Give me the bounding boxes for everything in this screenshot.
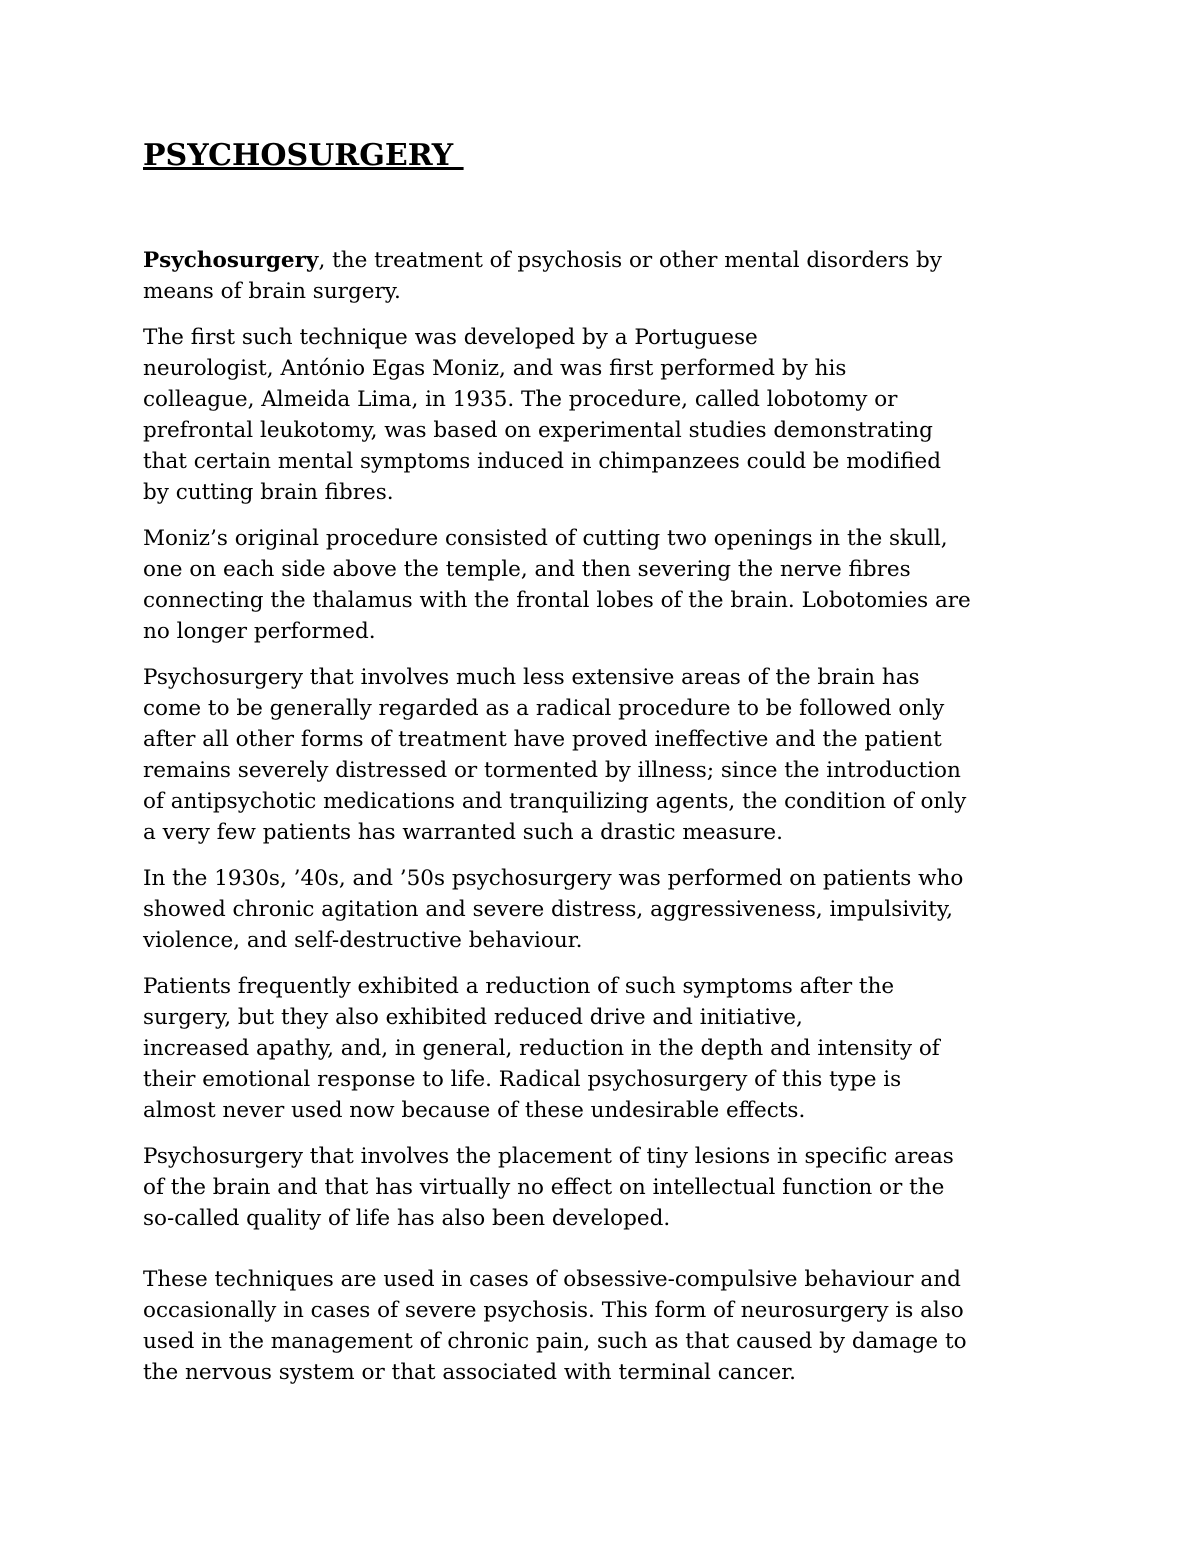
- paragraph-4: [143, 863, 1068, 956]
- paragraph-line: increased apathy, and, in general, reduction in the depth and intensity of: [143, 1036, 940, 1061]
- paragraph-line: showed chronic agitation and severe distress, aggressiveness, impulsivity,: [143, 897, 953, 922]
- paragraph-line: of antipsychotic medications and tranquilizing agents, the condition of only: [143, 789, 967, 814]
- paragraph-line: In the 1930s, ’40s, and ’50s psychosurgery was performed on patients who: [143, 866, 964, 891]
- intro-term: Psychosurgery: [143, 248, 319, 273]
- paragraph-line: neurologist, António Egas Moniz, and was first performed by his: [143, 356, 847, 381]
- document-body: [143, 245, 1068, 1403]
- paragraph-line: remains severely distressed or tormented by illness; since the introduction: [143, 758, 961, 783]
- paragraph-line: one on each side above the temple, and then severing the nerve fibres: [143, 557, 911, 582]
- paragraph-line: after all other forms of treatment have proved ineffective and the patient: [143, 727, 942, 752]
- paragraph-line: the nervous system or that associated with terminal cancer.: [143, 1360, 796, 1385]
- paragraph-line: of the brain and that has virtually no effect on intellectual function or the: [143, 1175, 945, 1200]
- paragraph-line: violence, and self-destructive behaviour.: [143, 928, 583, 953]
- paragraph-2: [143, 523, 1068, 647]
- paragraph-1: [143, 322, 1068, 508]
- paragraph-line: connecting the thalamus with the frontal lobes of the brain. Lobotomies are: [143, 588, 971, 613]
- paragraph-line: come to be generally regarded as a radical procedure to be followed only: [143, 696, 945, 721]
- paragraph-line: prefrontal leukotomy, was based on experimental studies demonstrating: [143, 418, 933, 443]
- paragraph-line: These techniques are used in cases of obsessive-compulsive behaviour and: [143, 1267, 961, 1292]
- paragraph-line: so-called quality of life has also been developed.: [143, 1206, 671, 1231]
- paragraph-line: colleague, Almeida Lima, in 1935. The procedure, called lobotomy or: [143, 387, 898, 412]
- paragraph-line: a very few patients has warranted such a drastic measure.: [143, 820, 783, 845]
- paragraph-line: that certain mental symptoms induced in chimpanzees could be modified: [143, 449, 942, 474]
- intro-line-rest: , the treatment of psychosis or other mental disorders by: [318, 248, 942, 273]
- paragraph-line: Psychosurgery that involves the placement of tiny lesions in specific areas: [143, 1144, 954, 1169]
- paragraph-line: by cutting brain fibres.: [143, 480, 394, 505]
- paragraph-line: Moniz’s original procedure consisted of cutting two openings in the skull,: [143, 526, 948, 551]
- paragraph-line: Patients frequently exhibited a reduction of such symptoms after the: [143, 974, 895, 999]
- paragraph-6: [143, 1141, 1068, 1234]
- paragraph-line: Psychosurgery that involves much less extensive areas of the brain has: [143, 665, 920, 690]
- paragraph-3: [143, 662, 1068, 848]
- paragraph-line: no longer performed.: [143, 619, 376, 644]
- intro-line: [143, 245, 1068, 276]
- paragraph-line: occasionally in cases of severe psychosis. This form of neurosurgery is also: [143, 1298, 964, 1323]
- intro-paragraph: [143, 245, 1068, 307]
- document-title: PSYCHOSURGERY: [143, 138, 464, 173]
- paragraph-line: surgery, but they also exhibited reduced drive and initiative,: [143, 1005, 803, 1030]
- paragraph-5: [143, 971, 1068, 1126]
- intro-line: means of brain surgery.: [143, 279, 401, 304]
- paragraph-line: almost never used now because of these undesirable effects.: [143, 1098, 806, 1123]
- paragraph-line: The first such technique was developed by a Portuguese: [143, 325, 758, 350]
- paragraph-7: [143, 1264, 1068, 1388]
- paragraph-line: their emotional response to life. Radical psychosurgery of this type is: [143, 1067, 902, 1092]
- paragraph-line: used in the management of chronic pain, such as that caused by damage to: [143, 1329, 967, 1354]
